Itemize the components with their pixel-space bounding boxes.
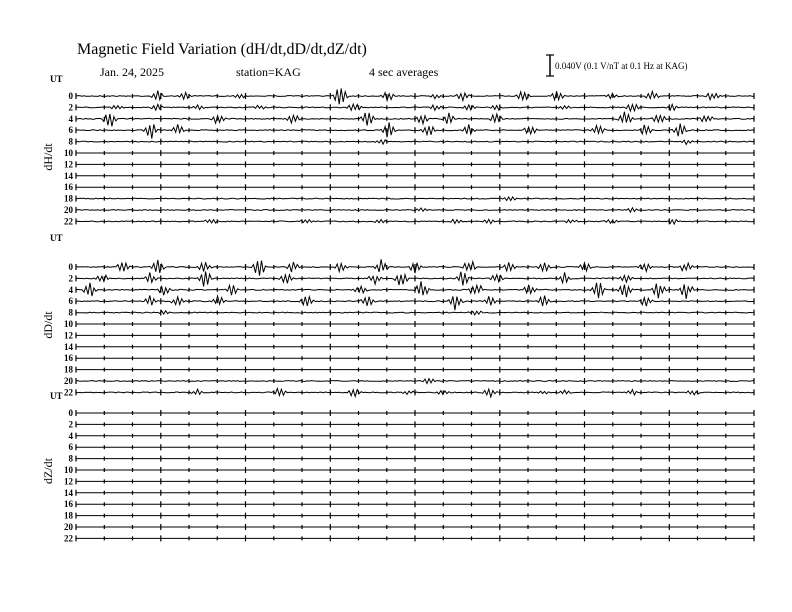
row-label: 10 — [64, 319, 73, 329]
scale-label: 0.040V (0.1 V/nT at 0.1 Hz at KAG) — [555, 61, 688, 71]
row-label: 16 — [64, 499, 73, 510]
row-label: 20 — [64, 205, 73, 215]
row-label: 12 — [64, 476, 73, 487]
ut-label: UT — [50, 233, 63, 243]
row-label: 0 — [68, 91, 73, 101]
row-label: 14 — [64, 170, 73, 181]
row-label: 16 — [64, 182, 73, 193]
chart-title: Magnetic Field Variation (dH/dt,dD/dt,dZ/dt) — [77, 41, 367, 58]
row-label: 2 — [68, 273, 73, 284]
row-label: 10 — [64, 148, 73, 158]
row-label: 16 — [64, 353, 73, 364]
row-label: 12 — [64, 330, 73, 341]
panel-ylabel: dH/dt — [41, 143, 55, 171]
row-label: 6 — [68, 125, 73, 136]
row-label: 2 — [68, 102, 73, 113]
row-label: 18 — [64, 510, 73, 521]
row-label: 20 — [64, 522, 73, 532]
row-label: 18 — [64, 364, 73, 375]
row-label: 8 — [68, 453, 73, 464]
row-label: 20 — [64, 376, 73, 386]
row-label: 2 — [68, 419, 73, 430]
date-label: Jan. 24, 2025 — [100, 65, 164, 79]
ut-label: UT — [50, 391, 63, 401]
averaging-label: 4 sec averages — [369, 65, 439, 79]
row-label: 0 — [68, 408, 73, 418]
row-label: 14 — [64, 341, 73, 352]
row-label: 22 — [64, 533, 73, 544]
row-label: 18 — [64, 193, 73, 204]
tick-marks — [76, 298, 754, 304]
row-label: 22 — [64, 387, 73, 398]
station-label: station=KAG — [236, 65, 301, 79]
row-label: 8 — [68, 136, 73, 147]
ut-label: UT — [50, 74, 63, 84]
row-label: 4 — [68, 113, 73, 124]
row-label: 12 — [64, 159, 73, 170]
row-label: 4 — [68, 284, 73, 295]
panel-ylabel: dD/dt — [41, 311, 55, 339]
row-label: 0 — [68, 262, 73, 272]
scale-bar-icon — [546, 55, 554, 76]
panel-ylabel: dZ/dt — [41, 458, 55, 484]
row-label: 4 — [68, 430, 73, 441]
row-label: 6 — [68, 296, 73, 307]
row-label: 8 — [68, 307, 73, 318]
row-label: 6 — [68, 442, 73, 453]
row-label: 10 — [64, 465, 73, 475]
row-label: 22 — [64, 216, 73, 227]
row-label: 14 — [64, 487, 73, 498]
